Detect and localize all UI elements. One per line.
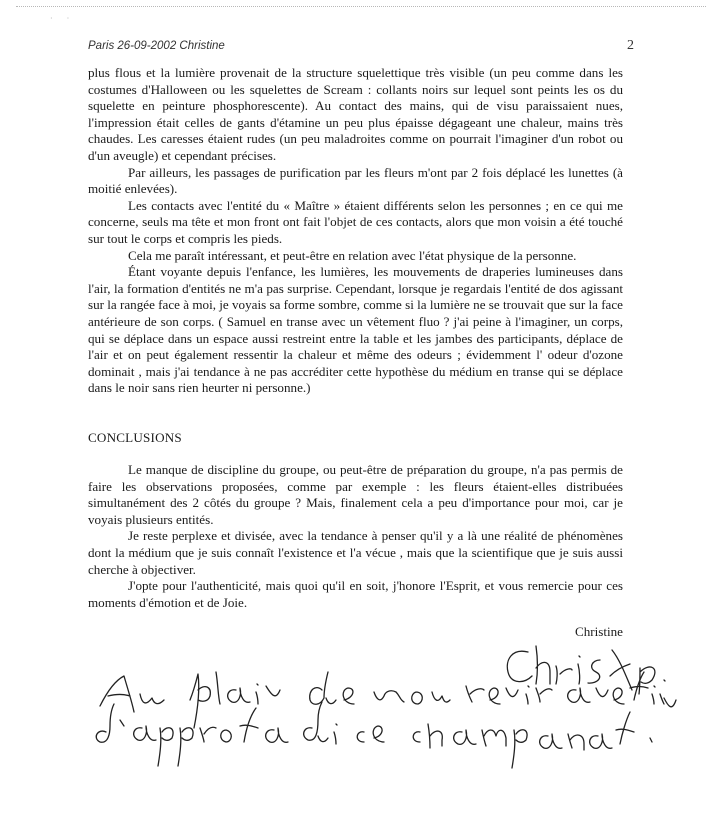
paragraph: Étant voyante depuis l'enfance, les lumières, les mouvements de draperies lumineuses dans l'air, la formation d'entités ne m'a pas surprise. Cependant, lorsque je regardais l'entité de dos agissant sur la rangée face à moi, je voyais sa forme sombre, comme si la lumière ne se trouvait que sur la face antérieure de son corps. ( Samuel en transe avec un vêtement fluo ? j'ai peine à l'imaginer, un corps, qui se déplace dans un espace aussi restreint entre la table et les jambes des participants, déplace de l'air et on peut également ressentir la chaleur et même des odeurs ; évidemment l' odeur d'ozone dominait , mais j'ai tendance à ne pas accréditer cette hypothèse du médium en transe qui se déplace dans le noir sans rien heurter ni personne.) <box>88 264 623 396</box>
paragraph: Cela me paraît intéressant, et peut-être en relation avec l'état physique de la personne. <box>128 247 577 263</box>
paragraph: Par ailleurs, les passages de purification par les fleurs m'ont par 2 fois déplacé les lunettes (à moitié enlevées). <box>88 164 623 197</box>
scan-specks: · · <box>50 14 76 23</box>
conclusions-heading: CONCLUSIONS <box>88 430 182 445</box>
typed-signature: Christine <box>574 624 623 639</box>
paragraph: Le manque de discipline du groupe, ou peut-être de préparation du groupe, n'a pas permis de faire les observations proposées, comme par exemple : les fleurs étaient-elles distribuées simultanément des 2 côtés du groupe ? Mais, finalement cela a peu d'importance pour moi, car je voyais plusieurs entités. <box>88 462 623 527</box>
handwritten-line-1 <box>100 672 676 728</box>
handwritten-line-2 <box>96 702 652 768</box>
page-number: 2 <box>627 38 634 53</box>
paragraph: Les contacts avec l'entité du « Maître » étaient différents selon les personnes ; en ce qui me concerne, seuls ma tête et mon front ont fait l'objet de ces contacts, alors que mon voisin a été touché sur tout le corps et compris les pieds. <box>88 197 623 246</box>
paragraph: J'opte pour l'authenticité, mais quoi qu'il en soit, j'honore l'Esprit, et vous remercie pour ces moments d'émotion et de Joie. <box>88 578 623 610</box>
header-date-author: Paris 26-09-2002 Christine <box>88 40 225 52</box>
paragraph: Je reste perplexe et divisée, avec la tendance à penser qu'il y a là une réalité de phénomènes dont la médium que je suis connaît l'existence et l'a vécue , mais que la scientifique que je suis aussi cherche à objectiver. <box>88 528 623 577</box>
paragraph: plus flous et la lumière provenait de la structure squelettique très visible (un peu comme dans les costumes d'Halloween ou les squelettes de Scream : collants noirs sur lequel sont peints les os du squelette en peinture phosphorescente). Au contact des mains, qui de visu paraissaient nues, l'impression était celles de gants d'étamine un peu plus épaisse dégageant une chaleur, mains très chaudes. Les caresses étaient rudes (un peu maladroites comme on pourrait l'imaginer d'un robot ou d'un aveugle) et cependant précises. <box>88 65 623 163</box>
